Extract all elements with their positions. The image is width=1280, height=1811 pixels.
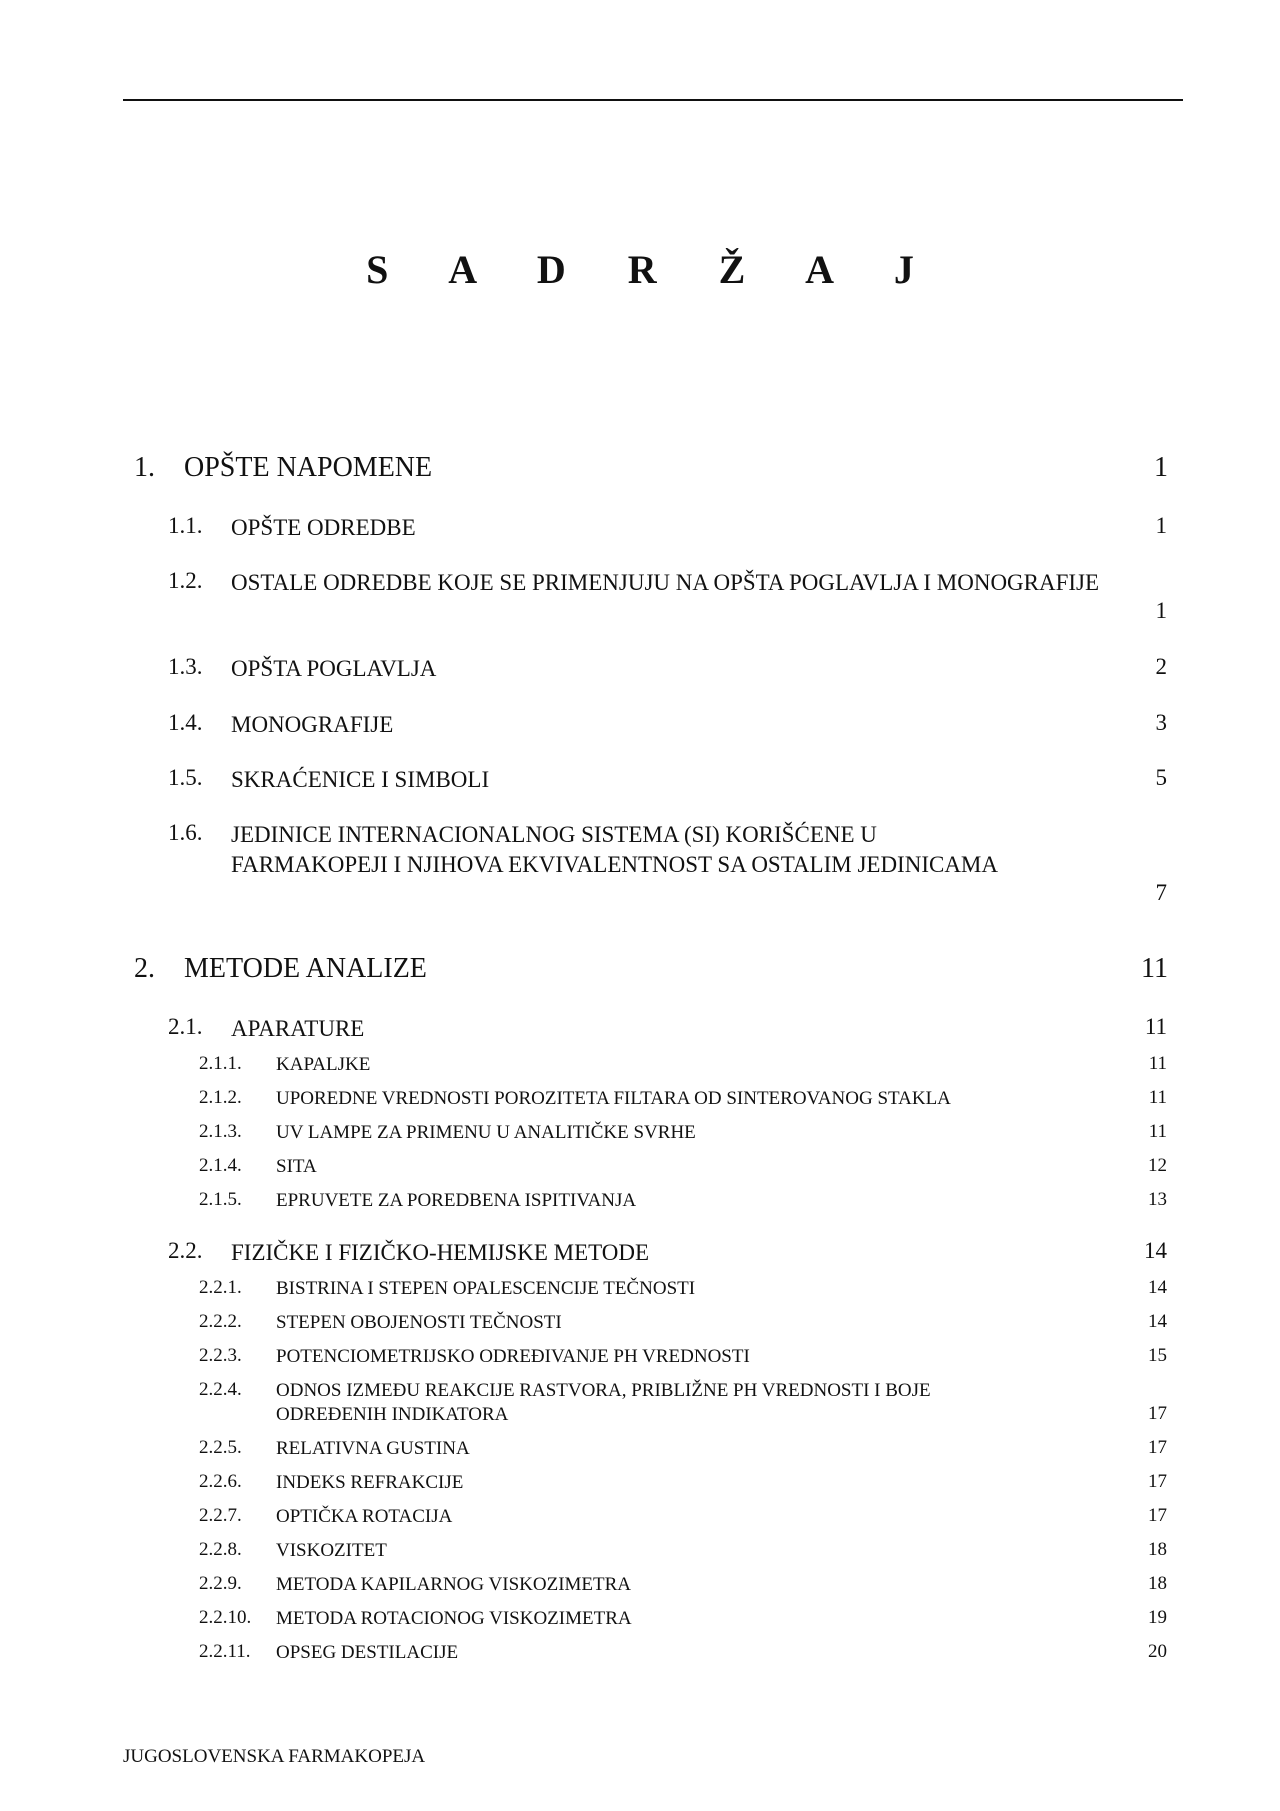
- toc-entry-title: KAPALJKE: [276, 1054, 371, 1075]
- toc-entry-title: MONOGRAFIJE: [231, 712, 394, 737]
- toc-entry-page: 17: [1148, 1471, 1167, 1492]
- toc-entry-title: UPOREDNE VREDNOSTI POROZITETA FILTARA OD SINTEROVANOG STAKLA: [276, 1088, 951, 1109]
- toc-entry-number: 1.3.: [168, 654, 203, 679]
- toc-entry-number: 2.1.5.: [199, 1189, 242, 1210]
- toc-entry-number: 2.2.7.: [199, 1505, 242, 1526]
- toc-entry-number: 1.6.: [168, 820, 203, 845]
- toc-entry-number: 2.2.5.: [199, 1437, 242, 1458]
- toc-entry-number: 2.: [134, 953, 155, 984]
- toc-entry-title: OPTIČKA ROTACIJA: [276, 1506, 453, 1527]
- toc-entry-number: 2.1.2.: [199, 1087, 242, 1108]
- toc-entry-number: 1.4.: [168, 710, 203, 735]
- toc-entry-page: 12: [1148, 1155, 1167, 1176]
- toc-entry-page: 17: [1148, 1437, 1167, 1458]
- toc-entry-page: 18: [1148, 1539, 1167, 1560]
- toc-entry-title: OPŠTE NAPOMENE: [184, 452, 433, 483]
- toc-entry-title: METODA ROTACIONOG VISKOZIMETRA: [276, 1608, 632, 1629]
- toc-entry-page: 1: [1155, 598, 1167, 623]
- toc-entry-number: 2.2.6.: [199, 1471, 242, 1492]
- toc-entry-title: JEDINICE INTERNACIONALNOG SISTEMA (SI) KORIŠĆENE U FARMAKOPEJI I NJIHOVA EKVIVALENTNOST SA OSTALIM JEDINICAMA: [231, 822, 998, 877]
- toc-entry-number: 1.: [134, 452, 155, 483]
- toc-entry-page: 14: [1148, 1277, 1167, 1298]
- toc-entry-number: 2.2.4.: [199, 1379, 242, 1400]
- toc-entry-title: SITA: [276, 1156, 317, 1177]
- toc-entry-title: UV LAMPE ZA PRIMENU U ANALITIČKE SVRHE: [276, 1122, 696, 1143]
- toc-entry-title: ODNOS IZMEĐU REAKCIJE RASTVORA, PRIBLIŽNE PH VREDNOSTI I BOJE ODREĐENIH INDIKATORA: [276, 1380, 931, 1425]
- toc-entry-title: FIZIČKE I FIZIČKO-HEMIJSKE METODE: [231, 1240, 650, 1265]
- toc-entry-number: 2.1.3.: [199, 1121, 242, 1142]
- toc-entry-page: 15: [1148, 1345, 1167, 1366]
- toc-entry-page: 11: [1148, 1121, 1167, 1142]
- toc-entry-title: METODE ANALIZE: [184, 953, 427, 984]
- toc-entry-page: 2: [1155, 654, 1167, 679]
- toc-entry-page: 11: [1141, 953, 1168, 984]
- toc-entry-number: 1.5.: [168, 765, 203, 790]
- toc-entry-number: 2.2.10.: [199, 1607, 252, 1628]
- toc-entry-number: 2.2.9.: [199, 1573, 242, 1594]
- toc-entry-page: 7: [1155, 880, 1167, 905]
- toc-entry-title: METODA KAPILARNOG VISKOZIMETRA: [276, 1574, 632, 1595]
- header-rule: [123, 99, 1183, 101]
- toc-entry-title: SKRAĆENICE I SIMBOLI: [231, 767, 490, 792]
- toc-entry-number: 2.1.4.: [199, 1155, 242, 1176]
- toc-entry-title: VISKOZITET: [276, 1540, 387, 1561]
- toc-entry-title: OSTALE ODREDBE KOJE SE PRIMENJUJU NA OPŠTA POGLAVLJA I MONOGRAFIJE: [231, 570, 1100, 595]
- toc-entry-number: 1.1.: [168, 513, 203, 538]
- page-title: S A D R Ž A J: [366, 247, 940, 292]
- toc-entry-number: 1.2.: [168, 568, 203, 593]
- toc-entry-title: OPSEG DESTILACIJE: [276, 1642, 459, 1663]
- toc-entry-number: 2.2.11.: [199, 1641, 251, 1662]
- toc-entry-number: 2.1.1.: [199, 1053, 242, 1074]
- toc-entry-page: 20: [1148, 1641, 1167, 1662]
- toc-entry-title: RELATIVNA GUSTINA: [276, 1438, 470, 1459]
- toc-entry-page: 11: [1148, 1053, 1167, 1074]
- toc-entry-title: EPRUVETE ZA POREDBENA ISPITIVANJA: [276, 1190, 637, 1211]
- toc-entry-page: 13: [1148, 1189, 1167, 1210]
- toc-entry-page: 14: [1148, 1311, 1167, 1332]
- toc-entry-title: OPŠTE ODREDBE: [231, 515, 416, 540]
- page-footer: JUGOSLOVENSKA FARMAKOPEJA: [123, 1746, 426, 1767]
- toc-entry-title: INDEKS REFRAKCIJE: [276, 1472, 464, 1493]
- toc-entry-number: 2.2.8.: [199, 1539, 242, 1560]
- toc-entry-number: 2.1.: [168, 1014, 203, 1039]
- toc-entry-page: 14: [1144, 1238, 1167, 1263]
- toc-entry-page: 1: [1155, 513, 1167, 538]
- toc-entry-number: 2.2.: [168, 1238, 203, 1263]
- toc-entry-title: BISTRINA I STEPEN OPALESCENCIJE TEČNOSTI: [276, 1278, 696, 1299]
- toc-entry-page: 19: [1148, 1607, 1167, 1628]
- toc-entry-title: APARATURE: [231, 1016, 365, 1041]
- toc-entry-page: 11: [1144, 1014, 1167, 1039]
- toc-entry-title: POTENCIOMETRIJSKO ODREĐIVANJE PH VREDNOSTI: [276, 1346, 750, 1367]
- toc-entry-title: STEPEN OBOJENOSTI TEČNOSTI: [276, 1312, 562, 1333]
- toc-entry-page: 18: [1148, 1573, 1167, 1594]
- toc-entry-number: 2.2.3.: [199, 1345, 242, 1366]
- toc-entry-page: 5: [1155, 765, 1167, 790]
- toc-entry-number: 2.2.2.: [199, 1311, 242, 1332]
- toc-entry-page: 17: [1148, 1403, 1167, 1424]
- toc-entry-page: 11: [1148, 1087, 1167, 1108]
- toc-entry-page: 3: [1155, 710, 1167, 735]
- toc-entry-page: 1: [1154, 452, 1168, 483]
- toc-entry-title: OPŠTA POGLAVLJA: [231, 656, 437, 681]
- toc-entry-number: 2.2.1.: [199, 1277, 242, 1298]
- toc-entry-page: 17: [1148, 1505, 1167, 1526]
